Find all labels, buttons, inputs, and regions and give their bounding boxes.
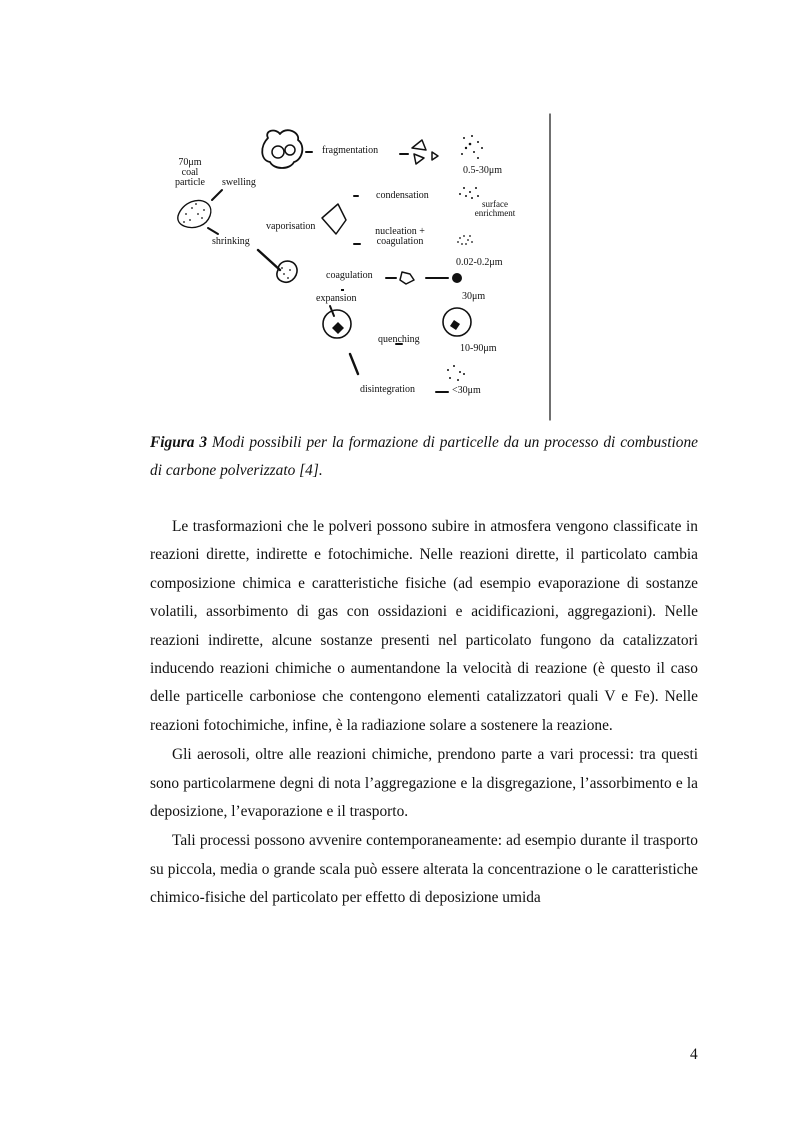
paragraph: Tali processi possono avvenire contemporaneamente: ad esempio durante il trasporto su piccola, media o grande scala può essere alterata la concentrazione o le caratteristiche chimico-fisiche del particolato per effetto di deposizione umida — [150, 832, 698, 907]
coagulation-size-label: 30μm — [462, 291, 486, 302]
coal-particle-stipple — [183, 203, 205, 223]
fragmentation-label: fragmentation — [322, 145, 379, 156]
figure-caption-text: Modi possibili per la formazione di particelle da un processo di combustione di carbone polverizzato [4]. — [150, 434, 699, 479]
fragmentation-size-label: 0.5-30μm — [463, 165, 502, 176]
vaporisation-label: vaporisation — [266, 221, 316, 232]
particle-formation-diagram — [160, 108, 560, 423]
fragment-dots — [461, 135, 483, 159]
disintegration-dots — [447, 365, 465, 381]
swelling-label: swelling — [222, 177, 256, 188]
figure-caption-label: Figura 3 — [150, 434, 208, 451]
quenching-size-label: 10-90μm — [460, 343, 497, 354]
enrichment-dots — [459, 187, 479, 199]
coagulation-label: coagulation — [326, 270, 373, 281]
nucleation-size-label: 0.02-0.2μm — [456, 257, 503, 268]
paragraph: Gli aerosoli, oltre alle reazioni chimiche, prendono parte a vari processi: tra questi sono particolarmene degni di nota l’aggregazione e la disgregazione, l’assorbimento e la deposizione, l’evaporazione e il trasporto. — [150, 746, 698, 821]
coal-particle-shape — [178, 200, 211, 227]
vaporisation-shape — [322, 204, 346, 234]
swollen-particle-shape — [262, 130, 302, 168]
quenching-label: quenching — [378, 334, 420, 345]
condensation-label: condensation — [376, 190, 429, 201]
shrinking-label: shrinking — [212, 236, 250, 247]
shrunk-particle-shape — [277, 261, 297, 282]
disintegration-label: disintegration — [360, 384, 415, 395]
expansion-label: expansion — [316, 293, 357, 304]
page-number: 4 — [690, 1046, 698, 1063]
nucleation-dots — [457, 235, 473, 245]
body-text — [150, 513, 698, 913]
coal-particle-label: 70μm coal particle — [175, 157, 205, 188]
paragraph: Le trasformazioni che le polveri possono subire in atmosfera vengono classificate in reazioni dirette, indirette e fotochimiche. Nelle reazioni dirette, il particolato cambia composizione chimica e caratteristiche fisiche (ad esempio evaporazione di sostanze volatili, assorbimento di gas con ossidazioni e acidificazioni, aggregazioni). Nelle reazioni indirette, alcune sostanze presenti nel particolato fungono da catalizzatori inducendo reazioni chimiche o aumentandone la velocità di reazione (è questo il caso delle particelle carboniose che contengono elementi catalizzatori quali V e Fe). Nelle reazioni fotochimiche, infine, è la radiazione solare a sostenere la reazione. — [150, 518, 698, 734]
figure-caption — [150, 429, 698, 484]
surface-enrichment-label: surface enrichment — [474, 199, 516, 218]
disintegration-size-label: <30μm — [452, 385, 481, 396]
nucleation-coagulation-label: nucleation + coagulation — [375, 226, 425, 247]
